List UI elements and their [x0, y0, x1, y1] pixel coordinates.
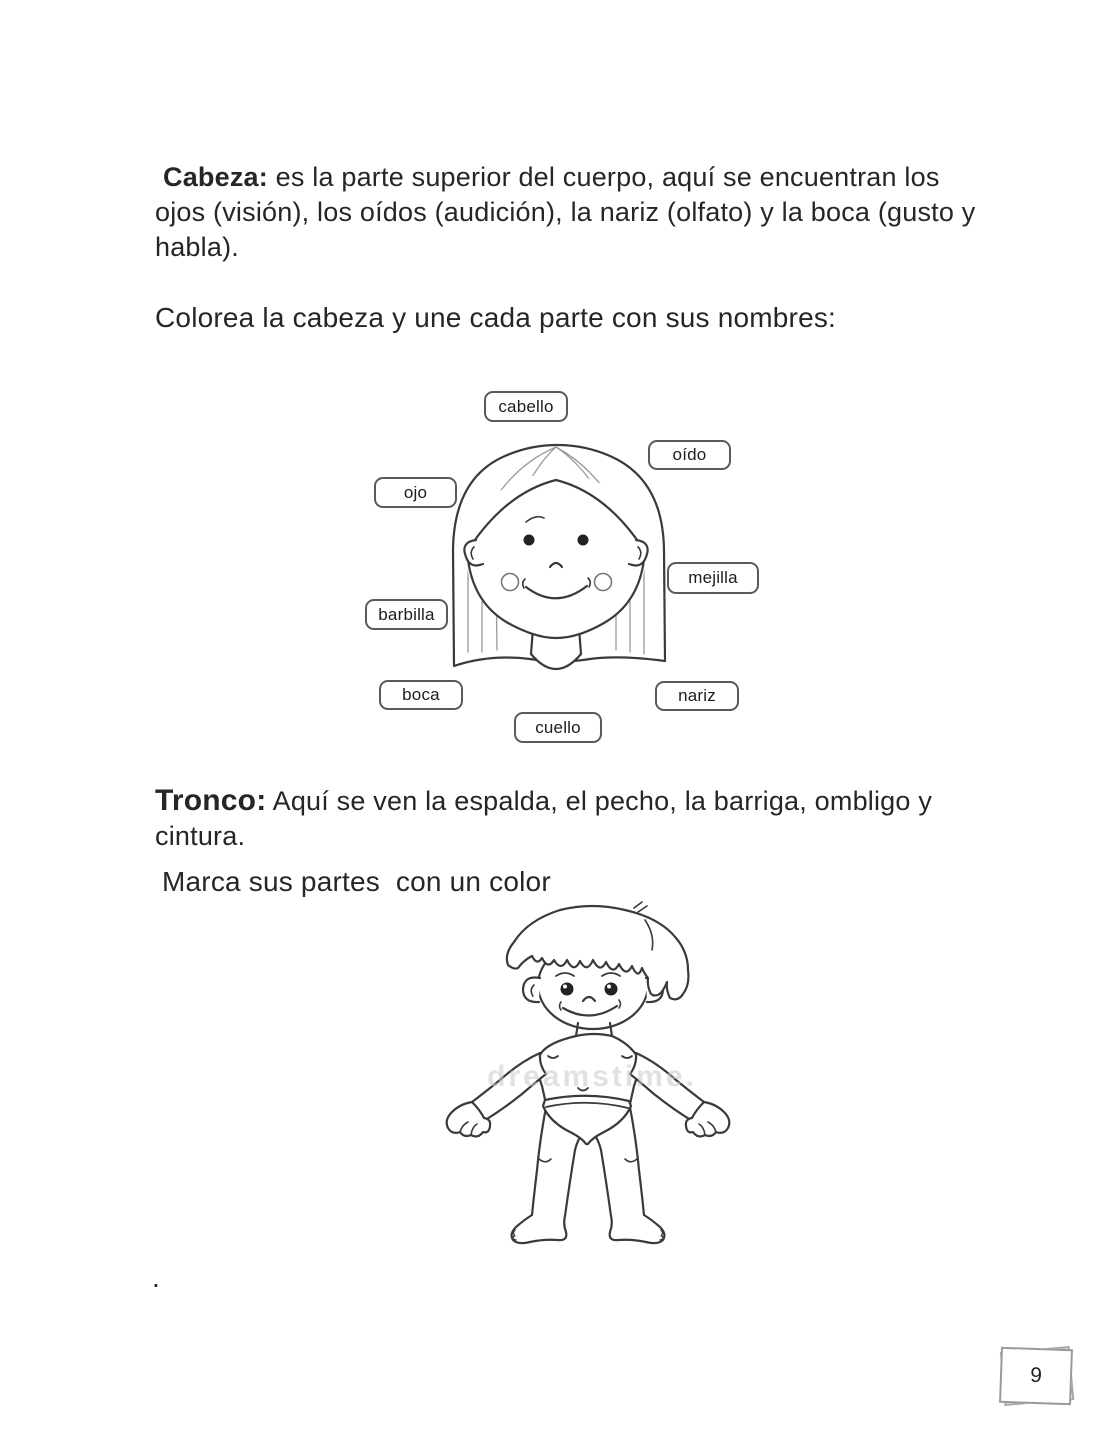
cabeza-heading: Cabeza: — [163, 162, 268, 192]
label-cuello: cuello — [514, 712, 602, 743]
girl-head-figure — [440, 440, 690, 720]
tronco-heading: Tronco: — [155, 784, 267, 817]
label-mejilla: mejilla — [667, 562, 759, 594]
page-frame-front — [999, 1347, 1073, 1405]
page-number: 9 — [1029, 1363, 1043, 1388]
girl-face — [466, 473, 646, 638]
label-boca: boca — [379, 680, 463, 710]
tronco-body-text: Aquí se ven la espalda, el pecho, la barriga, ombligo y cintura. — [155, 786, 933, 851]
cabeza-paragraph — [155, 160, 977, 265]
label-nariz: nariz — [655, 681, 739, 711]
label-cabello: cabello — [484, 391, 568, 422]
page-number-frame — [995, 1344, 1075, 1406]
boy-body-figure — [420, 890, 760, 1270]
label-ojo: ojo — [374, 477, 457, 508]
cabeza-body-text: es la parte superior del cuerpo, aquí se encuentran los ojos (visión), los oídos (audición), la nariz (olfato) y la boca (gusto y habla). — [155, 162, 976, 262]
stray-period: . — [152, 1262, 160, 1293]
label-oido: oído — [648, 440, 731, 470]
label-barbilla: barbilla — [365, 599, 448, 630]
colorea-instruction: Colorea la cabeza y une cada parte con sus nombres: — [155, 302, 837, 333]
watermark-text: dreamstime. — [487, 1060, 697, 1093]
marca-instruction: Marca sus partes con un color — [162, 866, 551, 897]
tronco-paragraph — [155, 783, 1000, 854]
